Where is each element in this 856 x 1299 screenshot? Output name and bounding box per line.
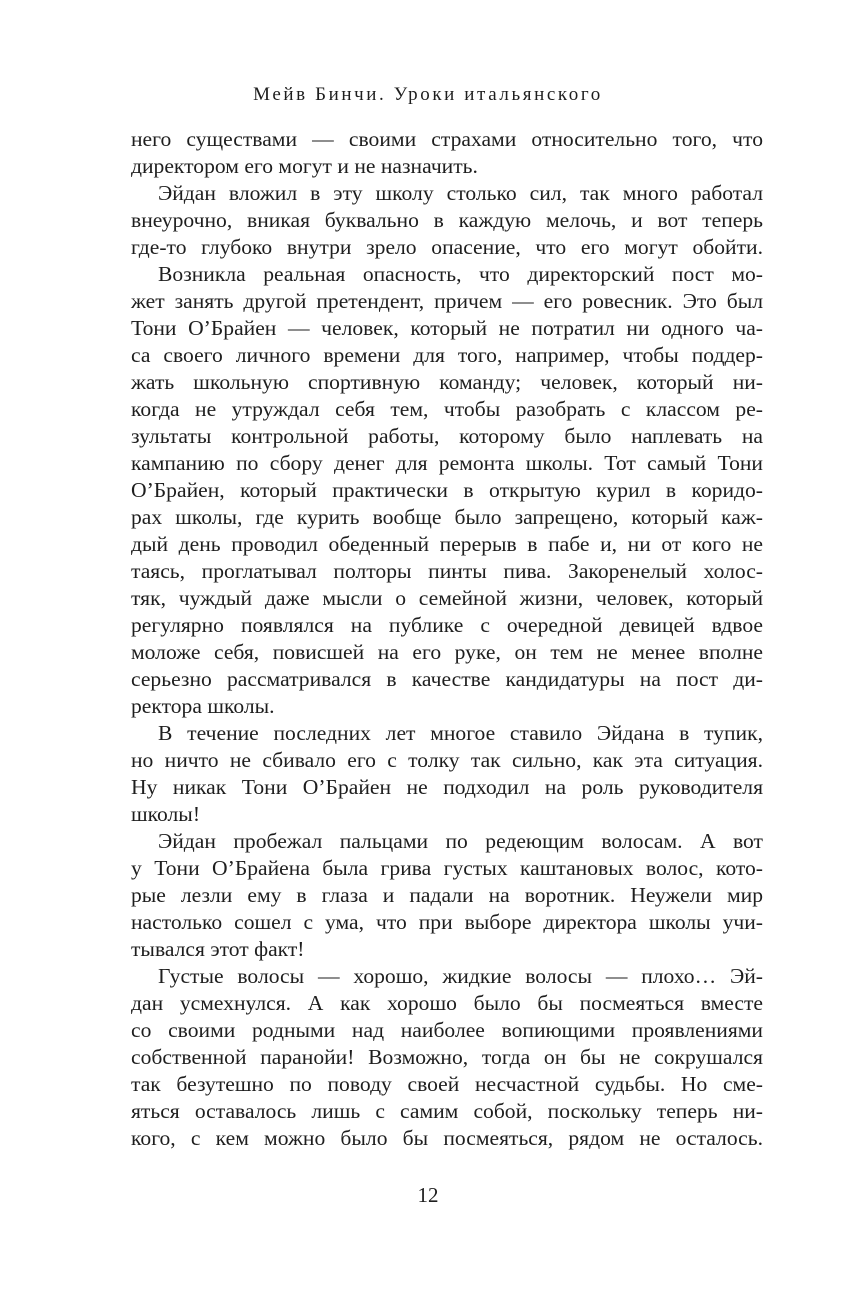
text-line: но ничто не сбивало его с толку так сильно, как эта ситуация. [131, 748, 763, 772]
text-line: Густые волосы — хорошо, жидкие волосы — плохо… Эй- [158, 964, 763, 988]
text-line: зультаты контрольной работы, которому было наплевать на [131, 424, 763, 448]
text-line: директором его могут и не назначить. [131, 154, 478, 178]
text-line: са своего личного времени для того, например, чтобы поддер- [131, 343, 763, 367]
body-text [131, 126, 763, 1152]
running-head: Мейв Бинчи. Уроки итальянского [253, 84, 603, 105]
text-line: Тони О’Брайен — человек, который не потратил ни одного ча- [131, 316, 763, 340]
text-line: таясь, проглатывал полторы пинты пива. Закоренелый холос- [131, 559, 763, 583]
text-line: моложе себя, повисшей на его руке, он тем не менее вполне [131, 640, 763, 664]
text-line: рах школы, где курить вообще было запрещено, который каж- [131, 505, 763, 529]
text-line: настолько сошел с ума, что при выборе директора школы учи- [131, 910, 763, 934]
text-line: яться оставалось лишь с самим собой, поскольку теперь ни- [131, 1099, 763, 1123]
text-line: рые лезли ему в глаза и падали на воротник. Неужели мир [131, 883, 763, 907]
text-line: где-то глубоко внутри зрело опасение, что его могут обойти. [131, 235, 763, 259]
text-line: внеурочно, вникая буквально в каждую мелочь, и вот теперь [131, 208, 763, 232]
text-line: ректора школы. [131, 694, 275, 718]
text-line: жать школьную спортивную команду; человек, который ни- [131, 370, 763, 394]
text-line: Возникла реальная опасность, что директорский пост мо- [158, 262, 763, 286]
text-line: собственной паранойи! Возможно, тогда он бы не сокрушался [131, 1045, 763, 1069]
text-line: со своими родными над наиболее вопиющими проявлениями [131, 1018, 763, 1042]
text-line: Эйдан вложил в эту школу столько сил, так много работал [158, 181, 763, 205]
paragraph [131, 261, 763, 720]
text-line: у Тони О’Брайена была грива густых каштановых волос, кото- [131, 856, 763, 880]
paragraph [131, 720, 763, 828]
text-line: дый день проводил обеденный перерыв в пабе и, ни от кого не [131, 532, 763, 556]
text-line: Эйдан пробежал пальцами по редеющим волосам. А вот [158, 829, 763, 853]
text-line: так безутешно по поводу своей несчастной судьбы. Но сме- [131, 1072, 763, 1096]
paragraph [131, 180, 763, 261]
text-line: кого, с кем можно было бы посмеяться, рядом не осталось. [131, 1126, 763, 1150]
text-line: когда не утруждал себя тем, чтобы разобрать с классом ре- [131, 397, 763, 421]
text-line: школы! [131, 802, 201, 826]
text-line: Ну никак Тони О’Брайен не подходил на роль руководителя [131, 775, 763, 799]
paragraph [131, 126, 763, 180]
text-line: тывался этот факт! [131, 937, 305, 961]
text-line: тяк, чуждый даже мысли о семейной жизни, человек, который [131, 586, 763, 610]
text-line: него существами — своими страхами относительно того, что [131, 127, 763, 151]
text-line: кампанию по сбору денег для ремонта школы. Тот самый Тони [131, 451, 763, 475]
page-number: 12 [417, 1183, 439, 1207]
paragraph [131, 828, 763, 963]
text-line: О’Брайен, который практически в открытую курил в коридо- [131, 478, 763, 502]
text-line: жет занять другой претендент, причем — его ровесник. Это был [131, 289, 763, 313]
text-line: регулярно появлялся на публике с очередной девицей вдвое [131, 613, 763, 637]
text-line: В течение последних лет многое ставило Эйдана в тупик, [158, 721, 763, 745]
text-line: серьезно рассматривался в качестве кандидатуры на пост ди- [131, 667, 763, 691]
paragraph [131, 963, 763, 1152]
text-line: дан усмехнулся. А как хорошо было бы посмеяться вместе [131, 991, 763, 1015]
